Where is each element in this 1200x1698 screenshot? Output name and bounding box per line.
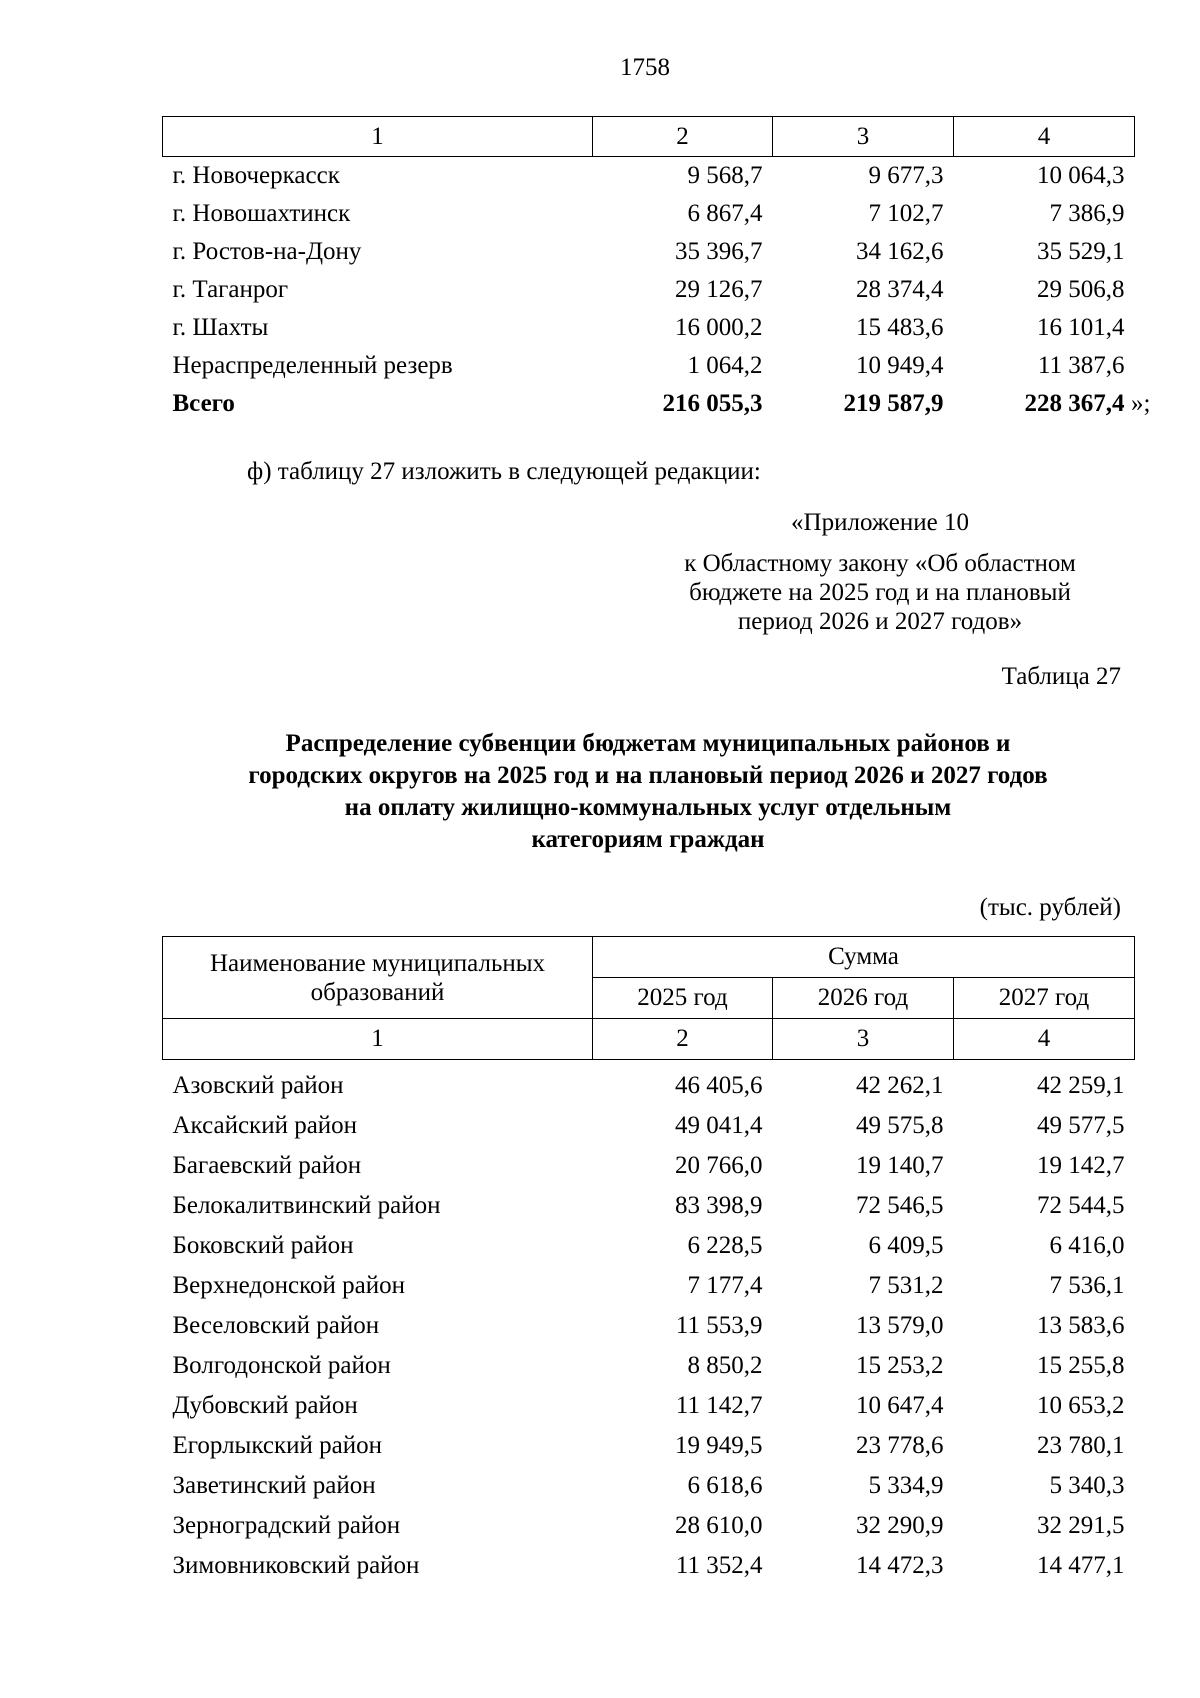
heading-line: категориям граждан [531, 826, 765, 853]
value-2027: 42 259,1 [1037, 1072, 1125, 1099]
value-2025: 8 850,2 [687, 1352, 763, 1379]
table-row [163, 1226, 1135, 1266]
value-2025: 16 000,2 [675, 314, 763, 341]
table-row [163, 1506, 1135, 1546]
value-2025: 6 867,4 [687, 200, 763, 227]
value-2027: 49 577,5 [1037, 1112, 1125, 1139]
value-2026: 15 483,6 [856, 314, 944, 341]
municipality-name: Багаевский район [172, 1152, 362, 1179]
value-2026: 219 587,9 [843, 390, 944, 417]
table-row [163, 1546, 1135, 1586]
value-2026: 23 778,6 [856, 1432, 944, 1459]
column-number: 1 [163, 117, 593, 157]
value-2026: 10 647,4 [856, 1392, 944, 1419]
top-table-header-row [163, 117, 1135, 157]
municipality-name: г. Таганрог [172, 276, 289, 303]
header-year: 2027 год [954, 978, 1135, 1019]
value-2026: 34 162,6 [856, 238, 944, 265]
municipality-name: Нераспределенный резерв [172, 352, 453, 379]
value-2027: 72 544,5 [1037, 1192, 1125, 1219]
municipality-name: Егорлыкский район [172, 1432, 382, 1459]
closing-quote: »; [1131, 390, 1151, 417]
units-label: (тыс. рублей) [979, 894, 1121, 921]
column-number: 3 [773, 1019, 954, 1060]
value-2026: 15 253,2 [856, 1352, 944, 1379]
municipality-name: Дубовский район [172, 1392, 358, 1419]
table-row [163, 309, 1135, 347]
value-2025: 46 405,6 [675, 1072, 763, 1099]
value-2027: 13 583,6 [1037, 1312, 1125, 1339]
value-2025: 216 055,3 [662, 390, 763, 417]
value-2027: 32 291,5 [1037, 1512, 1125, 1539]
table-row [163, 195, 1135, 233]
municipality-name: г. Ростов-на-Дону [172, 238, 362, 265]
column-number: 1 [163, 1019, 593, 1060]
appendix-line: к Областному закону «Об областном [684, 550, 1076, 577]
heading-line: городских округов на 2025 год и на плановый период 2026 и 2027 годов [248, 762, 1048, 789]
municipality-name: Зерноградский район [172, 1512, 401, 1539]
table-row [163, 1106, 1135, 1146]
table-row [163, 1346, 1135, 1386]
value-2027: 10 653,2 [1037, 1392, 1125, 1419]
value-2025: 11 553,9 [675, 1312, 763, 1339]
value-2027: 11 387,6 [1037, 352, 1125, 379]
municipality-name: Боковский район [172, 1232, 354, 1259]
value-2027: 7 386,9 [1049, 200, 1125, 227]
value-2027: 10 064,3 [1037, 162, 1125, 189]
column-number: 2 [593, 1019, 773, 1060]
value-2026: 28 374,4 [856, 276, 944, 303]
top-table [162, 116, 1135, 423]
table-row [163, 347, 1135, 385]
main-table [162, 936, 1135, 1586]
appendix-line: бюджете на 2025 год и на плановый [689, 579, 1071, 606]
value-2025: 19 949,5 [675, 1432, 763, 1459]
value-2026: 7 531,2 [868, 1272, 944, 1299]
value-2026: 49 575,8 [856, 1112, 944, 1139]
value-2025: 9 568,7 [687, 162, 763, 189]
value-2026: 19 140,7 [856, 1152, 944, 1179]
table-row [163, 233, 1135, 271]
value-2025: 28 610,0 [675, 1512, 763, 1539]
value-2026: 9 677,3 [868, 162, 944, 189]
value-2027: 228 367,4 [1024, 390, 1125, 417]
appendix-title: «Приложение 10 [791, 509, 969, 536]
municipality-name: Азовский район [172, 1072, 344, 1099]
table-row [163, 1266, 1135, 1306]
municipality-name: Всего [172, 390, 235, 417]
municipality-name: Верхнедонской район [172, 1272, 405, 1299]
appendix-line: период 2026 и 2027 годов» [737, 608, 1023, 635]
table-heading [162, 728, 1134, 856]
value-2025: 7 177,4 [687, 1272, 763, 1299]
value-2027: 16 101,4 [1037, 314, 1125, 341]
value-2026: 7 102,7 [868, 200, 944, 227]
value-2025: 6 228,5 [687, 1232, 763, 1259]
header-sum: Сумма [593, 937, 1135, 978]
header-year: 2025 год [593, 978, 773, 1019]
value-2025: 6 618,6 [687, 1472, 763, 1499]
value-2026: 14 472,3 [856, 1552, 944, 1579]
value-2027: 19 142,7 [1037, 1152, 1125, 1179]
municipality-name: Веселовский район [172, 1312, 380, 1339]
municipality-name: Аксайский район [172, 1112, 358, 1139]
value-2025: 49 041,4 [675, 1112, 763, 1139]
total-row [163, 385, 1135, 423]
value-2027: 15 255,8 [1037, 1352, 1125, 1379]
table-row [163, 1466, 1135, 1506]
value-2027: 35 529,1 [1037, 238, 1125, 265]
value-2026: 32 290,9 [856, 1512, 944, 1539]
page-number: 1758 [620, 54, 670, 81]
appendix-reference [640, 508, 1120, 636]
heading-line: Распределение субвенции бюджетам муниципальных районов и [285, 730, 1011, 757]
municipality-name: г. Новошахтинск [172, 200, 351, 227]
main-table-numbers-row [163, 1019, 1135, 1060]
main-table-header-row [163, 937, 1135, 978]
value-2027: 29 506,8 [1037, 276, 1125, 303]
table-row [163, 1186, 1135, 1226]
header-year: 2026 год [773, 978, 954, 1019]
municipality-name: Зимовниковский район [172, 1552, 420, 1579]
column-number: 3 [773, 117, 954, 157]
table-row [163, 1146, 1135, 1186]
value-2025: 20 766,0 [675, 1152, 763, 1179]
value-2027: 14 477,1 [1037, 1552, 1125, 1579]
table-row [163, 271, 1135, 309]
value-2026: 13 579,0 [856, 1312, 944, 1339]
municipality-name: г. Шахты [172, 314, 269, 341]
value-2026: 10 949,4 [856, 352, 944, 379]
value-2025: 1 064,2 [687, 352, 763, 379]
value-2027: 6 416,0 [1049, 1232, 1125, 1259]
table-row [163, 1060, 1135, 1107]
value-2026: 42 262,1 [856, 1072, 944, 1099]
value-2025: 11 352,4 [675, 1552, 763, 1579]
header-name-column: Наименование муниципальных образований [163, 937, 593, 1019]
column-number: 2 [593, 117, 773, 157]
heading-line: на оплату жилищно-коммунальных услуг отдельным [344, 794, 952, 821]
value-2025: 11 142,7 [675, 1392, 763, 1419]
table-row [163, 1386, 1135, 1426]
table-row [163, 157, 1135, 196]
column-number: 4 [954, 1019, 1135, 1060]
value-2027: 7 536,1 [1049, 1272, 1125, 1299]
value-2025: 83 398,9 [675, 1192, 763, 1219]
municipality-name: г. Новочеркасск [172, 162, 340, 189]
municipality-name: Волгодонской район [172, 1352, 391, 1379]
amendment-paragraph: ф) таблицу 27 изложить в следующей редакции: [247, 458, 761, 485]
value-2025: 35 396,7 [675, 238, 763, 265]
municipality-name: Белокалитвинский район [172, 1192, 441, 1219]
column-number: 4 [954, 117, 1135, 157]
table-row [163, 1306, 1135, 1346]
table-number: Таблица 27 [1001, 663, 1121, 690]
value-2026: 72 546,5 [856, 1192, 944, 1219]
value-2026: 5 334,9 [868, 1472, 944, 1499]
value-2027: 23 780,1 [1037, 1432, 1125, 1459]
value-2025: 29 126,7 [675, 276, 763, 303]
municipality-name: Заветинский район [172, 1472, 376, 1499]
value-2027: 5 340,3 [1049, 1472, 1125, 1499]
value-2026: 6 409,5 [868, 1232, 944, 1259]
table-row [163, 1426, 1135, 1466]
